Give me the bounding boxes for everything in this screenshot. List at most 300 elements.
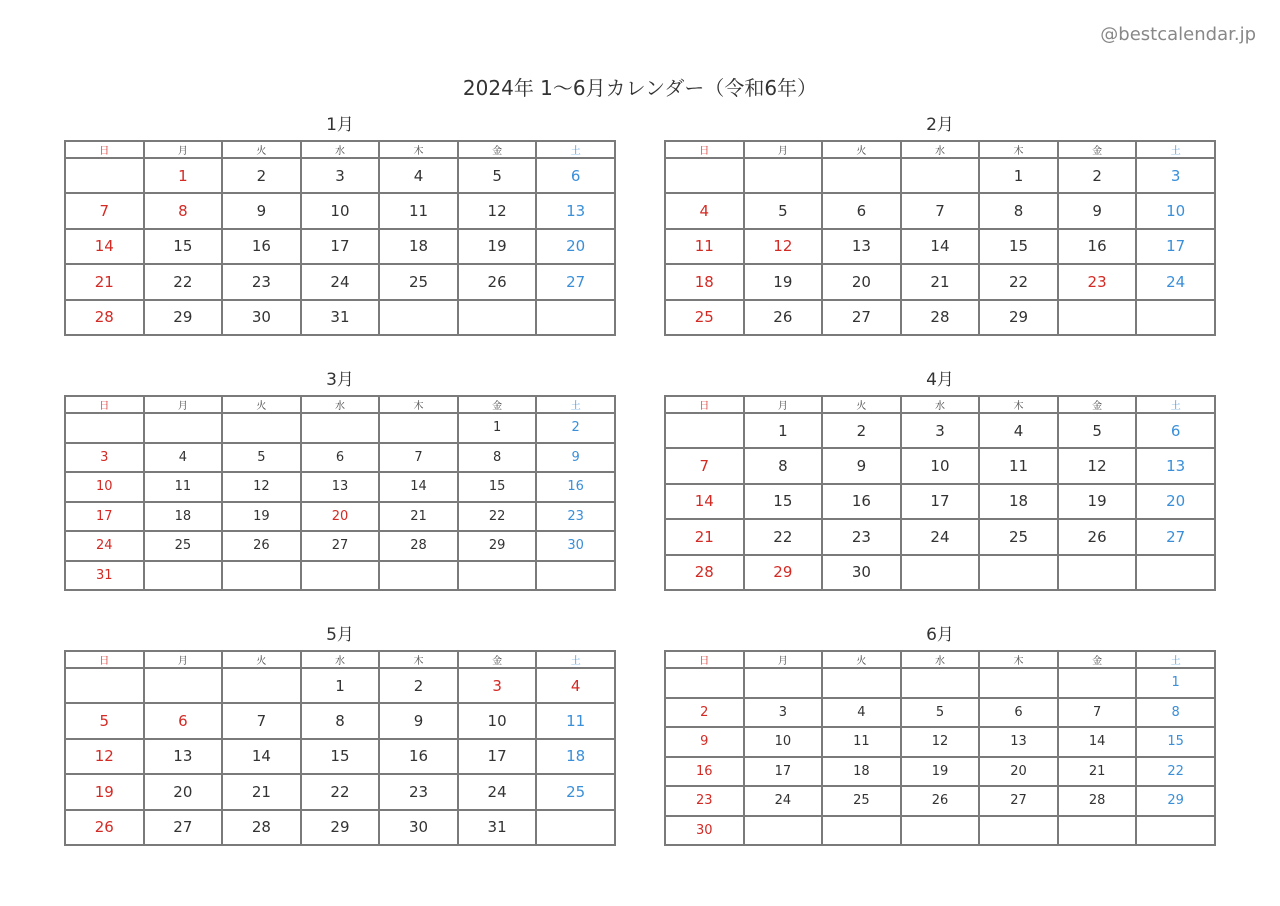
weekday-label: 月	[144, 141, 223, 158]
day-cell: 9	[222, 193, 301, 228]
day-cell	[222, 413, 301, 443]
day-cell: 6	[979, 698, 1058, 728]
day-cell: 25	[979, 519, 1058, 554]
weekday-label: 土	[536, 141, 615, 158]
day-cell: 20	[301, 502, 380, 532]
day-cell: 12	[458, 193, 537, 228]
day-cell	[1058, 555, 1137, 590]
weekday-header	[665, 141, 1215, 158]
day-cell: 14	[65, 229, 144, 264]
week-row	[65, 561, 615, 591]
week-row	[65, 264, 615, 299]
day-cell: 15	[301, 739, 380, 774]
weekday-label: 火	[222, 141, 301, 158]
day-cell: 26	[65, 810, 144, 845]
day-cell: 24	[458, 774, 537, 809]
month-title: 5月	[326, 625, 354, 645]
day-cell: 8	[458, 443, 537, 473]
day-cell: 23	[222, 264, 301, 299]
day-cell: 13	[144, 739, 223, 774]
day-cell	[65, 413, 144, 443]
day-cell: 5	[458, 158, 537, 193]
day-cell	[379, 300, 458, 335]
day-cell	[222, 668, 301, 703]
week-row	[65, 413, 615, 443]
day-cell: 30	[536, 531, 615, 561]
week-row	[665, 668, 1215, 698]
weekday-label: 木	[379, 396, 458, 413]
weekday-label: 木	[979, 651, 1058, 668]
day-cell: 9	[822, 448, 901, 483]
day-cell: 30	[379, 810, 458, 845]
day-cell: 18	[536, 739, 615, 774]
day-cell: 4	[536, 668, 615, 703]
month-calendar	[664, 115, 1216, 336]
weekday-label: 土	[1136, 651, 1215, 668]
day-cell: 22	[301, 774, 380, 809]
day-cell: 11	[144, 472, 223, 502]
day-cell: 30	[822, 555, 901, 590]
weekday-label: 火	[822, 141, 901, 158]
day-cell: 5	[65, 703, 144, 738]
day-cell: 6	[536, 158, 615, 193]
week-row	[665, 229, 1215, 264]
weekday-label: 日	[665, 141, 744, 158]
month-title: 2月	[926, 115, 954, 135]
day-cell: 27	[536, 264, 615, 299]
day-cell: 17	[744, 757, 823, 787]
day-cell	[822, 816, 901, 846]
weekday-label: 水	[901, 141, 980, 158]
day-cell: 17	[458, 739, 537, 774]
day-cell: 7	[901, 193, 980, 228]
day-cell: 29	[301, 810, 380, 845]
day-cell: 21	[222, 774, 301, 809]
day-cell	[458, 300, 537, 335]
month-title: 1月	[326, 115, 354, 135]
day-cell: 15	[1136, 727, 1215, 757]
day-cell: 28	[1058, 786, 1137, 816]
day-cell	[744, 816, 823, 846]
day-cell	[379, 413, 458, 443]
day-cell: 23	[665, 786, 744, 816]
day-cell: 3	[1136, 158, 1215, 193]
day-cell: 16	[665, 757, 744, 787]
day-cell: 26	[901, 786, 980, 816]
day-cell: 19	[458, 229, 537, 264]
day-cell	[901, 158, 980, 193]
day-cell: 13	[979, 727, 1058, 757]
day-cell: 1	[744, 413, 823, 448]
week-row	[65, 703, 615, 738]
day-cell: 18	[822, 757, 901, 787]
day-cell: 4	[822, 698, 901, 728]
weekday-label: 土	[536, 396, 615, 413]
weekday-label: 月	[744, 141, 823, 158]
day-cell: 17	[1136, 229, 1215, 264]
weekday-label: 金	[1058, 141, 1137, 158]
day-cell: 14	[1058, 727, 1137, 757]
day-cell: 24	[301, 264, 380, 299]
day-cell: 20	[979, 757, 1058, 787]
day-cell: 11	[822, 727, 901, 757]
day-cell: 8	[1136, 698, 1215, 728]
week-row	[665, 413, 1215, 448]
week-row	[665, 786, 1215, 816]
day-cell	[1136, 555, 1215, 590]
week-row	[665, 300, 1215, 335]
day-cell: 23	[1058, 264, 1137, 299]
weekday-label: 日	[65, 651, 144, 668]
month-table	[64, 395, 616, 591]
day-cell: 26	[222, 531, 301, 561]
week-row	[665, 757, 1215, 787]
weekday-label: 日	[665, 396, 744, 413]
day-cell	[144, 668, 223, 703]
day-cell: 8	[979, 193, 1058, 228]
day-cell: 23	[379, 774, 458, 809]
weekday-label: 金	[1058, 651, 1137, 668]
weekday-header	[65, 141, 615, 158]
day-cell: 20	[822, 264, 901, 299]
day-cell: 28	[665, 555, 744, 590]
day-cell	[1058, 300, 1137, 335]
month-calendar	[64, 115, 616, 336]
day-cell	[1058, 668, 1137, 698]
week-row	[65, 502, 615, 532]
month-table	[64, 650, 616, 846]
weekday-label: 土	[1136, 396, 1215, 413]
day-cell: 1	[144, 158, 223, 193]
day-cell: 13	[536, 193, 615, 228]
day-cell: 28	[65, 300, 144, 335]
week-row	[665, 698, 1215, 728]
weekday-label: 日	[65, 141, 144, 158]
day-cell: 31	[301, 300, 380, 335]
day-cell: 6	[822, 193, 901, 228]
day-cell: 12	[65, 739, 144, 774]
day-cell: 21	[1058, 757, 1137, 787]
day-cell: 6	[301, 443, 380, 473]
day-cell	[65, 668, 144, 703]
month-table	[664, 395, 1216, 591]
day-cell: 31	[458, 810, 537, 845]
day-cell: 1	[1136, 668, 1215, 698]
day-cell: 7	[665, 448, 744, 483]
day-cell	[979, 555, 1058, 590]
day-cell: 2	[822, 413, 901, 448]
day-cell: 26	[458, 264, 537, 299]
day-cell	[301, 413, 380, 443]
day-cell: 24	[65, 531, 144, 561]
weekday-label: 水	[301, 141, 380, 158]
day-cell: 1	[979, 158, 1058, 193]
day-cell: 3	[458, 668, 537, 703]
day-cell: 7	[65, 193, 144, 228]
weekday-label: 金	[1058, 396, 1137, 413]
day-cell: 13	[1136, 448, 1215, 483]
day-cell: 1	[301, 668, 380, 703]
day-cell: 4	[665, 193, 744, 228]
site-credit: @bestcalendar.jp	[1100, 24, 1256, 45]
day-cell: 23	[536, 502, 615, 532]
day-cell	[665, 158, 744, 193]
day-cell: 27	[979, 786, 1058, 816]
day-cell: 3	[301, 158, 380, 193]
day-cell: 2	[379, 668, 458, 703]
day-cell: 29	[744, 555, 823, 590]
week-row	[65, 300, 615, 335]
month-calendar	[664, 370, 1216, 591]
week-row	[65, 193, 615, 228]
day-cell: 24	[901, 519, 980, 554]
day-cell: 3	[901, 413, 980, 448]
month-calendar	[64, 370, 616, 591]
day-cell: 20	[144, 774, 223, 809]
day-cell	[301, 561, 380, 591]
week-row	[65, 531, 615, 561]
day-cell	[144, 413, 223, 443]
day-cell: 25	[379, 264, 458, 299]
day-cell	[65, 158, 144, 193]
week-row	[665, 193, 1215, 228]
week-row	[65, 443, 615, 473]
day-cell: 30	[222, 300, 301, 335]
day-cell	[222, 561, 301, 591]
weekday-label: 月	[744, 396, 823, 413]
day-cell: 15	[144, 229, 223, 264]
day-cell: 3	[744, 698, 823, 728]
weekday-label: 日	[65, 396, 144, 413]
day-cell: 26	[1058, 519, 1137, 554]
day-cell: 2	[536, 413, 615, 443]
day-cell: 12	[222, 472, 301, 502]
week-row	[65, 774, 615, 809]
day-cell: 29	[1136, 786, 1215, 816]
day-cell	[536, 810, 615, 845]
week-row	[665, 264, 1215, 299]
day-cell: 27	[144, 810, 223, 845]
day-cell	[822, 668, 901, 698]
weekday-label: 火	[222, 396, 301, 413]
day-cell: 17	[301, 229, 380, 264]
day-cell: 21	[379, 502, 458, 532]
day-cell: 29	[144, 300, 223, 335]
day-cell: 4	[979, 413, 1058, 448]
day-cell: 8	[744, 448, 823, 483]
weekday-label: 月	[744, 651, 823, 668]
month-title: 6月	[926, 625, 954, 645]
day-cell: 2	[222, 158, 301, 193]
day-cell: 14	[901, 229, 980, 264]
day-cell: 27	[822, 300, 901, 335]
day-cell: 6	[1136, 413, 1215, 448]
day-cell: 26	[744, 300, 823, 335]
weekday-label: 金	[458, 141, 537, 158]
month-calendar	[664, 625, 1216, 846]
day-cell: 13	[301, 472, 380, 502]
weekday-label: 木	[979, 396, 1058, 413]
day-cell: 9	[536, 443, 615, 473]
day-cell: 8	[144, 193, 223, 228]
weekday-label: 火	[222, 651, 301, 668]
day-cell: 16	[1058, 229, 1137, 264]
day-cell: 22	[144, 264, 223, 299]
month-table	[64, 140, 616, 336]
day-cell: 19	[1058, 484, 1137, 519]
day-cell: 5	[744, 193, 823, 228]
day-cell	[744, 158, 823, 193]
day-cell: 24	[1136, 264, 1215, 299]
day-cell	[901, 816, 980, 846]
day-cell	[822, 158, 901, 193]
day-cell: 11	[536, 703, 615, 738]
day-cell	[1136, 300, 1215, 335]
day-cell: 9	[665, 727, 744, 757]
weekday-label: 金	[458, 651, 537, 668]
week-row	[665, 158, 1215, 193]
day-cell: 14	[379, 472, 458, 502]
day-cell: 15	[458, 472, 537, 502]
day-cell: 12	[744, 229, 823, 264]
weekday-header	[65, 651, 615, 668]
weekday-label: 月	[144, 396, 223, 413]
day-cell: 10	[301, 193, 380, 228]
day-cell	[744, 668, 823, 698]
weekday-label: 水	[301, 651, 380, 668]
day-cell: 23	[822, 519, 901, 554]
weekday-header	[65, 396, 615, 413]
day-cell: 10	[1136, 193, 1215, 228]
day-cell: 16	[222, 229, 301, 264]
day-cell: 22	[979, 264, 1058, 299]
month-table	[664, 650, 1216, 846]
day-cell: 19	[65, 774, 144, 809]
week-row	[665, 816, 1215, 846]
weekday-label: 水	[901, 396, 980, 413]
day-cell: 21	[65, 264, 144, 299]
week-row	[65, 810, 615, 845]
day-cell	[144, 561, 223, 591]
day-cell: 25	[822, 786, 901, 816]
day-cell: 22	[1136, 757, 1215, 787]
day-cell: 15	[744, 484, 823, 519]
weekday-header	[665, 651, 1215, 668]
day-cell	[901, 555, 980, 590]
day-cell	[1136, 816, 1215, 846]
day-cell	[379, 561, 458, 591]
weekday-label: 水	[901, 651, 980, 668]
day-cell: 28	[379, 531, 458, 561]
day-cell: 11	[665, 229, 744, 264]
day-cell: 4	[379, 158, 458, 193]
day-cell: 17	[901, 484, 980, 519]
day-cell	[979, 816, 1058, 846]
day-cell: 5	[222, 443, 301, 473]
day-cell: 12	[1058, 448, 1137, 483]
day-cell: 19	[901, 757, 980, 787]
weekday-label: 金	[458, 396, 537, 413]
day-cell: 25	[665, 300, 744, 335]
day-cell: 9	[379, 703, 458, 738]
month-title: 4月	[926, 370, 954, 390]
day-cell: 20	[1136, 484, 1215, 519]
day-cell: 27	[1136, 519, 1215, 554]
week-row	[665, 555, 1215, 590]
day-cell: 10	[901, 448, 980, 483]
day-cell	[458, 561, 537, 591]
weekday-label: 日	[665, 651, 744, 668]
day-cell: 5	[901, 698, 980, 728]
day-cell: 10	[458, 703, 537, 738]
day-cell: 31	[65, 561, 144, 591]
day-cell: 7	[1058, 698, 1137, 728]
day-cell: 6	[144, 703, 223, 738]
week-row	[665, 519, 1215, 554]
day-cell: 25	[144, 531, 223, 561]
day-cell: 12	[901, 727, 980, 757]
week-row	[65, 472, 615, 502]
day-cell: 18	[979, 484, 1058, 519]
month-title: 3月	[326, 370, 354, 390]
day-cell: 19	[222, 502, 301, 532]
weekday-label: 木	[979, 141, 1058, 158]
day-cell	[979, 668, 1058, 698]
day-cell	[1058, 816, 1137, 846]
day-cell: 20	[536, 229, 615, 264]
week-row	[665, 448, 1215, 483]
day-cell: 30	[665, 816, 744, 846]
day-cell: 22	[458, 502, 537, 532]
day-cell: 9	[1058, 193, 1137, 228]
week-row	[65, 229, 615, 264]
day-cell	[536, 561, 615, 591]
day-cell: 1	[458, 413, 537, 443]
day-cell: 14	[222, 739, 301, 774]
day-cell	[536, 300, 615, 335]
weekday-header	[665, 396, 1215, 413]
day-cell: 28	[901, 300, 980, 335]
weekday-label: 土	[1136, 141, 1215, 158]
day-cell	[665, 668, 744, 698]
week-row	[665, 727, 1215, 757]
day-cell: 25	[536, 774, 615, 809]
day-cell: 11	[379, 193, 458, 228]
day-cell: 11	[979, 448, 1058, 483]
day-cell: 7	[222, 703, 301, 738]
weekday-label: 土	[536, 651, 615, 668]
weekday-label: 月	[144, 651, 223, 668]
month-calendar	[64, 625, 616, 846]
day-cell: 10	[744, 727, 823, 757]
weekday-label: 火	[822, 396, 901, 413]
day-cell: 14	[665, 484, 744, 519]
day-cell: 16	[822, 484, 901, 519]
weekday-label: 木	[379, 141, 458, 158]
day-cell: 3	[65, 443, 144, 473]
day-cell: 16	[536, 472, 615, 502]
day-cell: 2	[665, 698, 744, 728]
day-cell: 2	[1058, 158, 1137, 193]
day-cell: 8	[301, 703, 380, 738]
day-cell: 22	[744, 519, 823, 554]
day-cell: 28	[222, 810, 301, 845]
day-cell: 16	[379, 739, 458, 774]
day-cell: 15	[979, 229, 1058, 264]
day-cell: 18	[144, 502, 223, 532]
day-cell: 17	[65, 502, 144, 532]
page-title: 2024年 1〜6月カレンダー（令和6年）	[462, 76, 818, 100]
